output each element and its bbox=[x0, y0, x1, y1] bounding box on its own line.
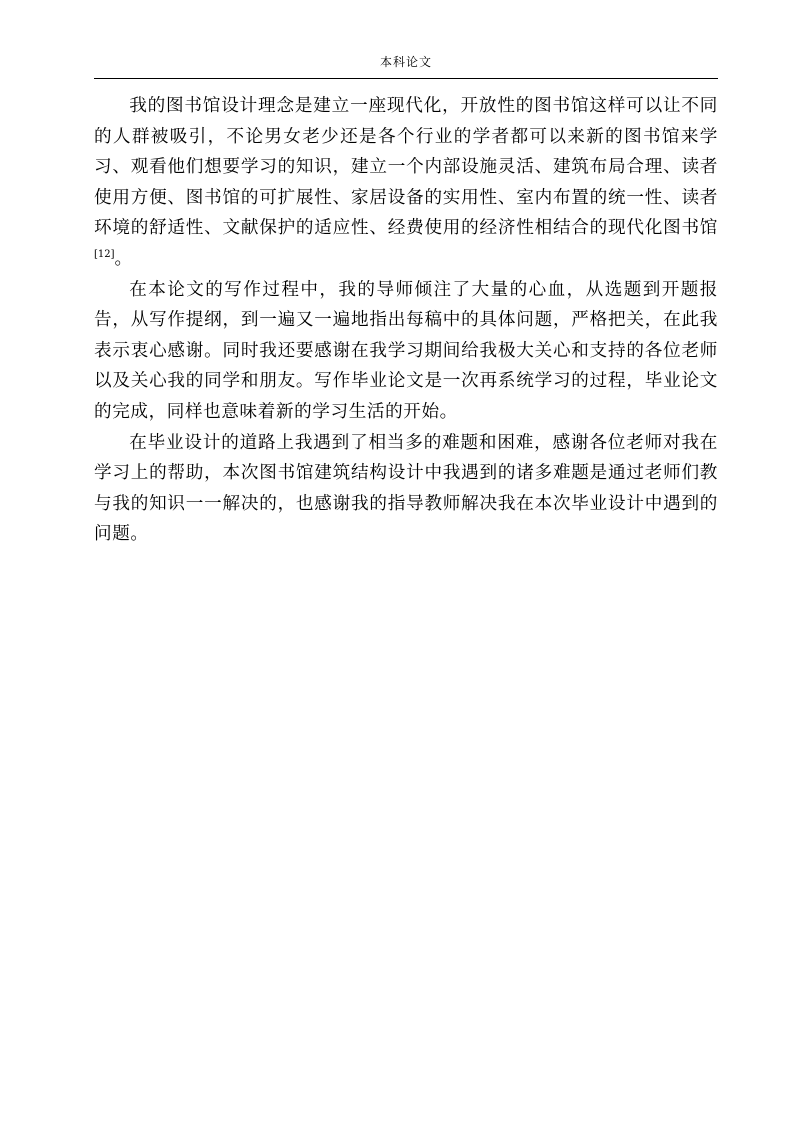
paragraph-2-text: 在本论文的写作过程中，我的导师倾注了大量的心血，从选题到开题报告，从写作提纲，到一遍又一遍地指出每稿中的具体问题，严格把关，在此我表示衷心感谢。同时我还要感谢在我学习期间给我极大关心和支持的各位老师以及关心我的同学和朋友。写作毕业论文是一次再系统学习的过程，毕业论文的完成，同样也意味着新的学习生活的开始。 bbox=[94, 279, 718, 422]
header-title: 本科论文 bbox=[379, 55, 432, 69]
paragraph-1-tail: 。 bbox=[114, 248, 133, 269]
paragraph-2 bbox=[94, 275, 718, 428]
citation-marker: [12] bbox=[94, 249, 115, 261]
paragraph-3 bbox=[94, 428, 718, 550]
body-text bbox=[94, 91, 718, 550]
paragraph-1 bbox=[94, 91, 718, 275]
paragraph-3-text: 在毕业设计的道路上我遇到了相当多的难题和困难，感谢各位老师对我在学习上的帮助，本次图书馆建筑结构设计中我遇到的诸多难题是通过老师们教与我的知识一一解决的，也感谢我的指导教师解决我在本次毕业设计中遇到的问题。 bbox=[94, 432, 718, 545]
paragraph-1-text: 我的图书馆设计理念是建立一座现代化，开放性的图书馆这样可以让不同的人群被吸引，不论男女老少还是各个行业的学者都可以来新的图书馆来学习、观看他们想要学习的知识，建立一个内部设施灵活、建筑布局合理、读者使用方便、图书馆的可扩展性、家居设备的实用性、室内布置的统一性、读者环境的舒适性、文献保护的适应性、经费使用的经济性相结合的现代化图书馆 bbox=[94, 96, 718, 239]
page-header bbox=[94, 52, 718, 79]
